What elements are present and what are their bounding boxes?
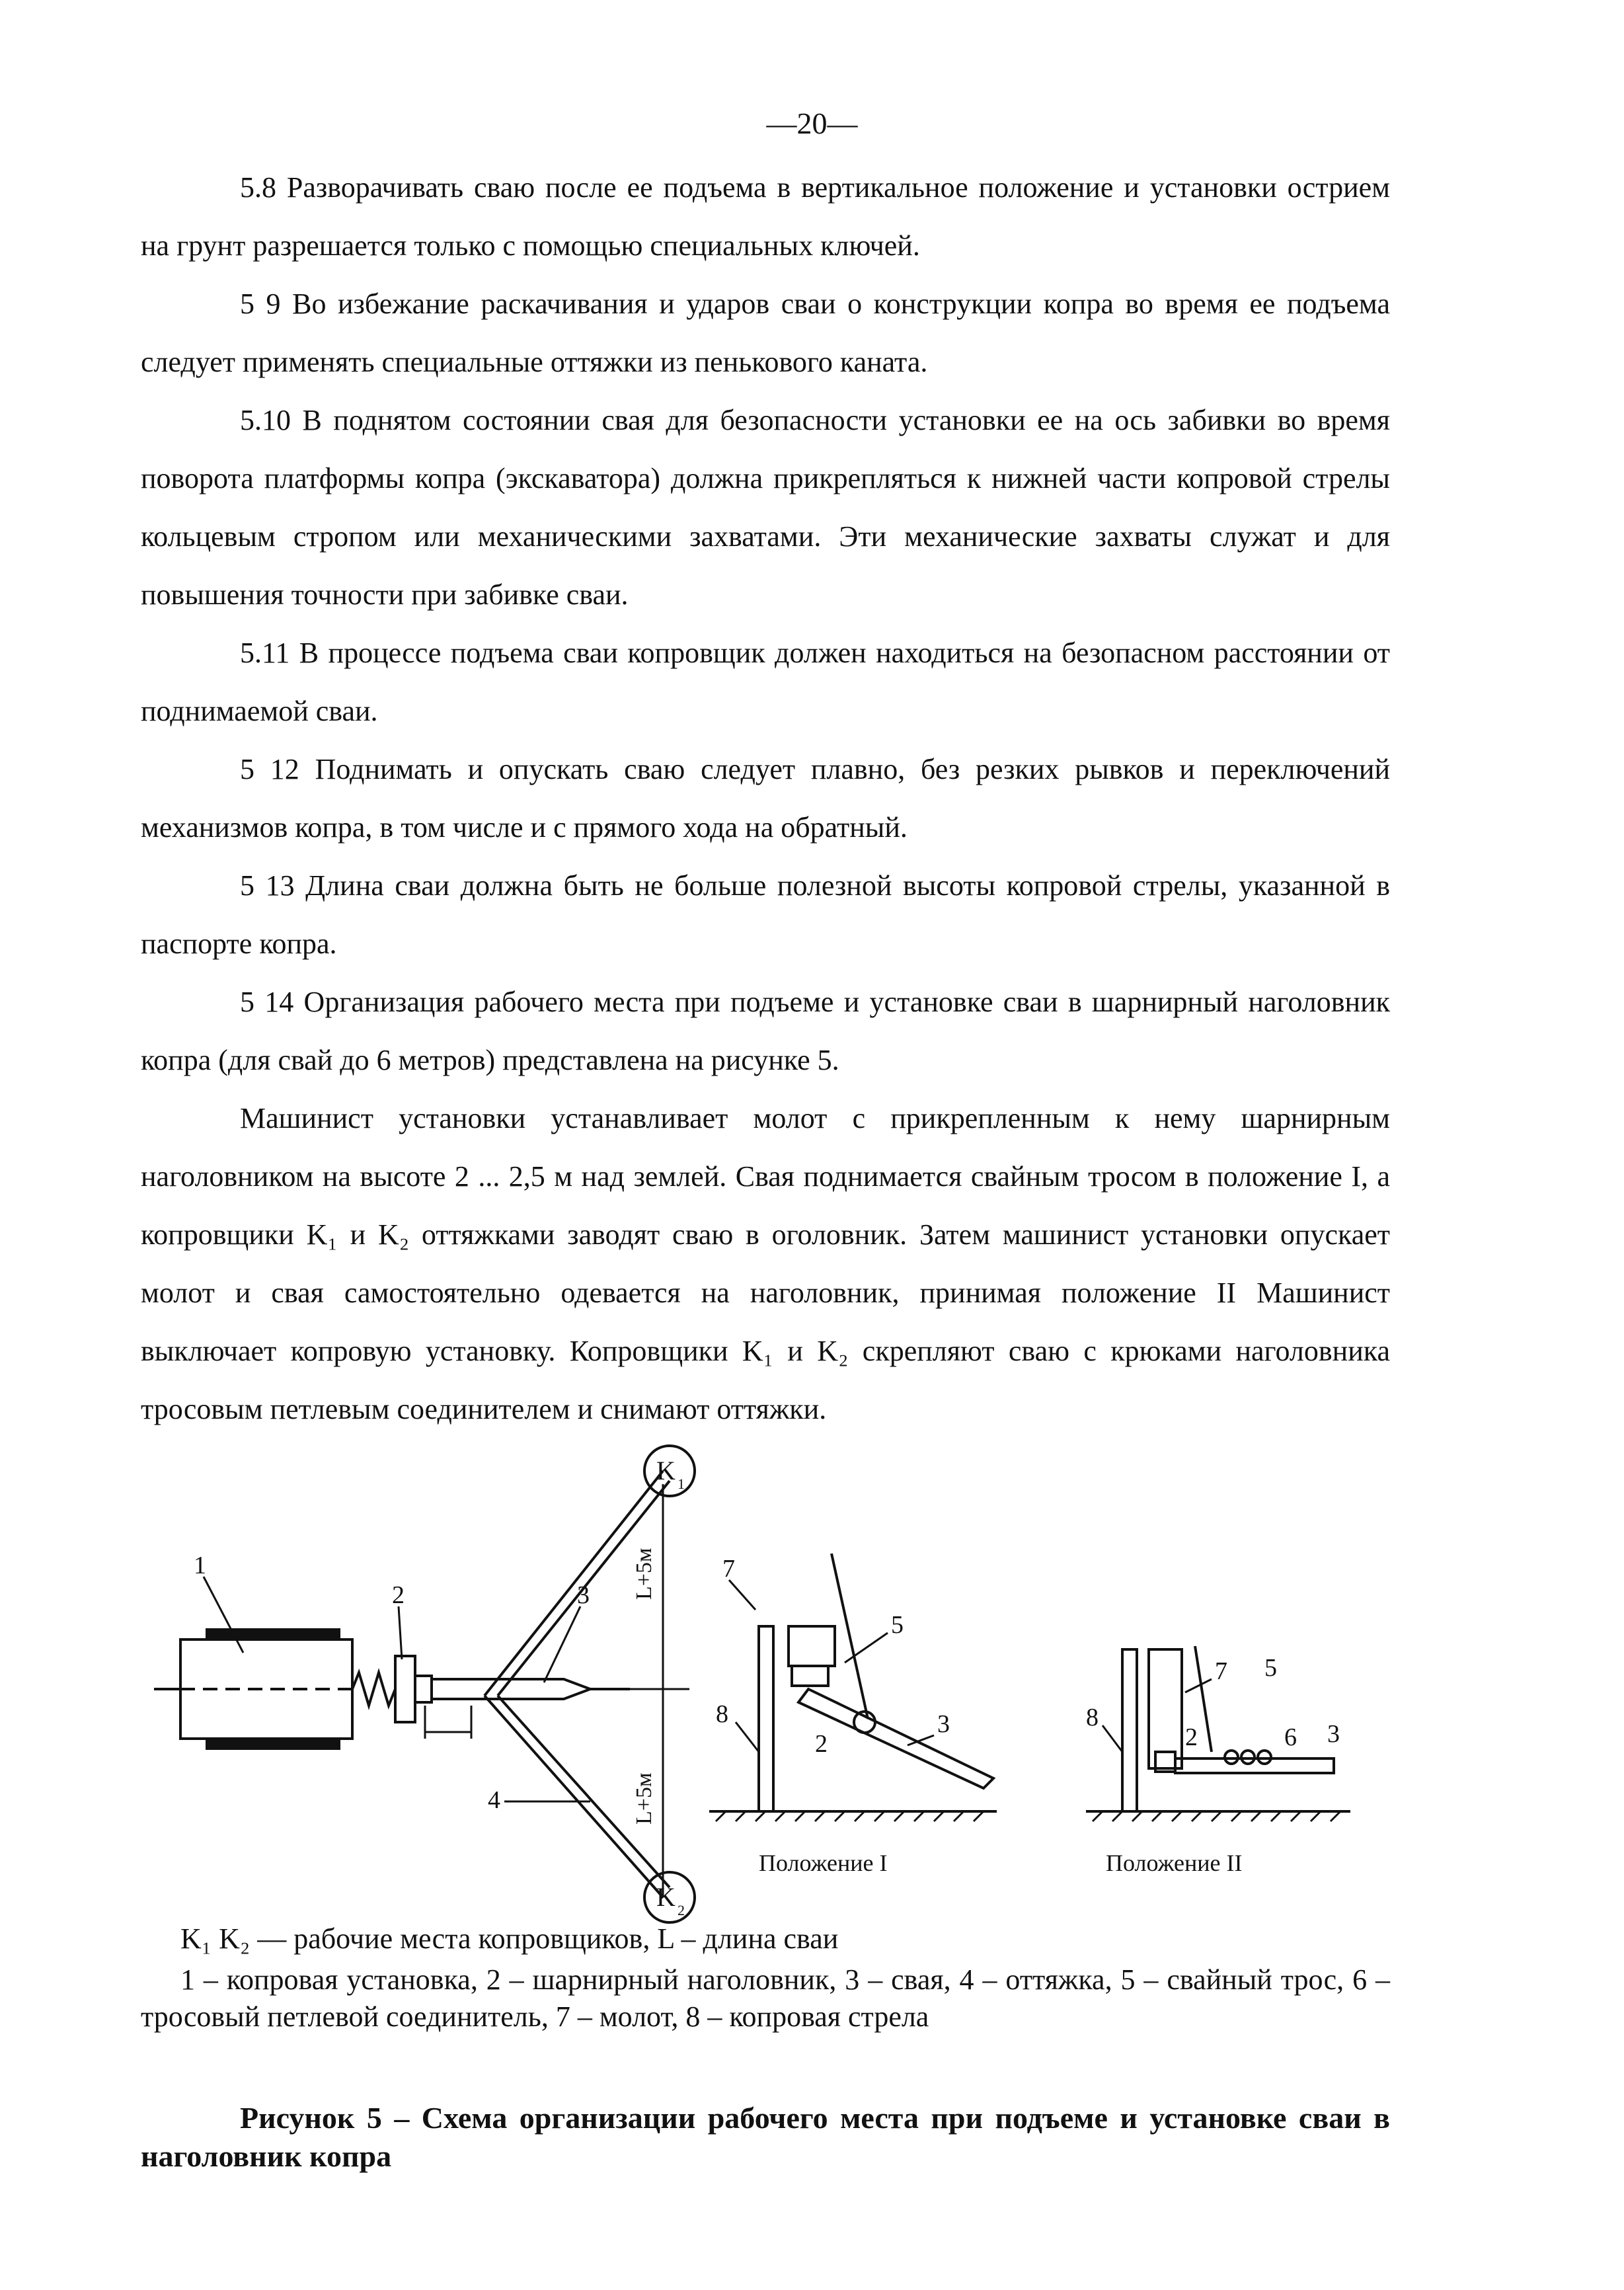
label-position1-8: 8 [716,1700,728,1728]
position2-mast [1122,1649,1137,1811]
figure-legend [141,1920,1390,2035]
leader-3 [544,1606,580,1682]
label-position2-8: 8 [1086,1704,1099,1731]
label-3: 3 [577,1581,590,1609]
label-k1-subscript: 1 [677,1476,685,1492]
position1-hammer [789,1626,835,1666]
body-text [141,159,1390,1439]
pile-driver-bottom-track [207,1739,339,1749]
label-position2-2: 2 [1185,1723,1198,1751]
cap-head [415,1676,432,1702]
position1-leader-8 [736,1722,759,1752]
ground-hatching [716,1811,1340,1821]
figure-5-diagram [141,1441,1390,1918]
page-number: —20— [766,106,858,140]
label-position2-7: 7 [1215,1657,1227,1685]
position2-leader-7 [1185,1679,1212,1692]
paragraph-operator: Машинист установки устанавливает молот с прикрепленным к нему шарнирным наголовником на высоте 2 ... 2,5 м над землей. Свая поднимается свайным тросом в положение I, а копровщики K₁ и K₂ оттяжками заводят сваю в оголовник. Затем машинист установки опускает молот и свая самостоятельно одевается на наголовник, принимая положение II Машинист выключает копровую установку. Копровщики K₁ и K₂ скрепляют сваю с крюками наголовника тросовым петлевым соединителем и снимают оттяжки. [141,1102,1390,1425]
label-position1-5: 5 [891,1611,904,1639]
label-k2-subscript: 2 [677,1902,685,1918]
cap-gear [395,1656,415,1722]
pile-plan [432,1679,590,1699]
paragraph-5-10: 5.10 В поднятом состоянии свая для безопасности установки ее на ось забивки во время поворота платформы копра (экскаватора) должна прикрепляться к нижней части копровой стрелы кольцевым стропом или механическими захватами. Эти механические захваты служат и для повышения точности при забивке сваи. [141,404,1390,611]
label-position1-7: 7 [722,1555,735,1583]
label-k1: K [656,1456,676,1485]
paragraph-5-12: 5 12 Поднимать и опускать сваю следует плавно, без резких рывков и переключений механизмов копра, в том числе и с прямого хода на обратный. [141,753,1390,844]
position2-leader-8 [1102,1725,1122,1752]
leader-1 [204,1577,243,1653]
legend-line-2: 1 – копровая установка, 2 – шарнирный наголовник, 3 – свая, 4 – оттяжка, 5 – свайный трос, 6 – тросовый петлевой соединитель, 7 – молот, 8 – копровая стрела [141,1963,1390,2033]
label-position1-3: 3 [937,1710,950,1738]
figure-caption: Рисунок 5 – Схема организации рабочего места при подъеме и установке сваи в наголовник копра [141,2101,1390,2173]
label-position2-3: 3 [1327,1720,1340,1748]
label-position2-5: 5 [1264,1654,1277,1682]
label-position1: Положение I [759,1850,888,1876]
label-position2-6: 6 [1284,1723,1297,1751]
paragraph-5-9: 5 9 Во избежание раскачивания и ударов сваи о конструкции копра во время ее подъема следует применять специальные оттяжки из пенькового каната. [141,288,1390,378]
position1-pile [798,1689,993,1788]
position1-rope [831,1554,868,1719]
label-position1-2: 2 [815,1730,828,1758]
position1-mast [759,1626,773,1811]
leader-2 [399,1606,402,1659]
label-4: 4 [488,1786,500,1814]
label-dimension-upper: L+5м [632,1548,656,1600]
paragraph-5-13: 5 13 Длина сваи должна быть не больше полезной высоты копровой стрелы, указанной в паспорте копра. [141,869,1390,960]
label-dimension-lower: L+5м [632,1772,656,1825]
label-position2: Положение II [1106,1850,1243,1876]
label-k2: K [656,1882,676,1912]
position1-cap [792,1666,828,1686]
label-1: 1 [194,1552,206,1579]
legend-line-1: K₁ K₂ — рабочие места копровщиков, L – длина сваи [180,1922,839,1955]
diagram-svg [141,1441,1390,1918]
position1-leader-7 [729,1580,755,1610]
paragraph-5-11: 5.11 В процессе подъема сваи копровщик должен находиться на безопасном расстоянии от поднимаемой сваи. [141,637,1390,727]
spring [352,1673,395,1706]
pile-driver-top-track [207,1630,339,1639]
label-2: 2 [392,1581,405,1609]
paragraph-5-14: 5 14 Организация рабочего места при подъеме и установке сваи в шарнирный наголовник копра (для свай до 6 метров) представлена на рисунке 5. [141,986,1390,1076]
paragraph-5-8: 5.8 Разворачивать сваю после ее подъема в вертикальное положение и установки острием на грунт разрешается только с помощью специальных ключей. [141,171,1390,262]
